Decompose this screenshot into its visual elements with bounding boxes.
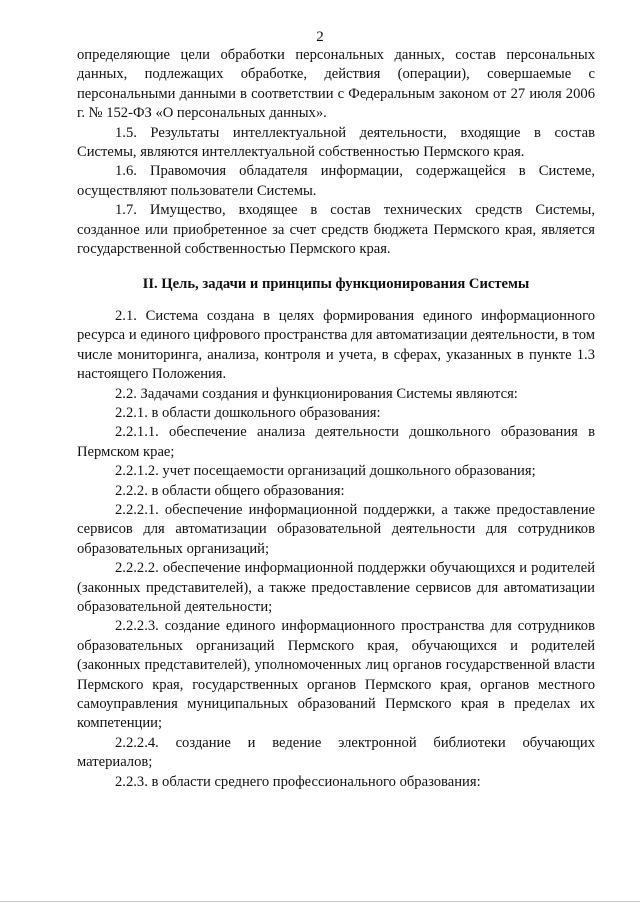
paragraph-1-6: 1.6. Правомочия обладателя информации, содержащейся в Системе, осуществляют пользователи Системы. [77,163,595,199]
paragraph-2-2-1-1: 2.2.1.1. обеспечение анализа деятельности дошкольного образования в Пермском крае; [77,424,595,460]
paragraph-2-2-2-1: 2.2.2.1. обеспечение информационной поддержки, а также предоставление сервисов для автоматизации образовательной деятельности для сотрудников образовательных организаций; [77,501,595,557]
paragraph-purpose-continuation: определяющие цели обработки персональных данных, состав персональных данных, подлежащих обработке, действия (операции), совершаемые с персональными данными в соответствии с Федеральным законом от 27 июля 2006 г. № 152-ФЗ «О персональных данных». [77,47,595,122]
page-bottom-edge [0,901,640,902]
section-heading-2: II. Цель, задачи и принципы функционирования Системы [142,276,530,293]
paragraph-1-5: 1.5. Результаты интеллектуальной деятельности, входящие в состав Системы, являются интеллектуальной собственностью Пермского края. [77,124,595,161]
document-body [77,46,595,792]
paragraph-2-1: 2.1. Система создана в целях формирования единого информационного ресурса и единого цифрового пространства для автоматизации деятельности, в том числе мониторинга, анализа, контроля и учета, в сферах, указанных в пункте 1.3 настоящего Положения. [77,307,595,383]
paragraph-2-2-2-3: 2.2.2.3. создание единого информационного пространства для сотрудников образовательных организаций Пермского края, обучающихся и родителей (законных представителей), уполномоченных лиц органов государственной власти Пермского края, государственных органов Пермского края, органов местного самоуправления муниципальных образований Пермского края в пределах их компетенции; [77,618,595,732]
paragraph-2-2-2-2: 2.2.2.2. обеспечение информационной поддержки обучающихся и родителей (законных представителей), а также предоставление сервисов для автоматизации образовательной деятельности; [77,560,595,615]
paragraph-2-2-1-2: 2.2.1.2. учет посещаемости организаций дошкольного образования; [115,463,536,480]
paragraph-2-2: 2.2. Задачами создания и функционирования Системы являются: [115,385,518,402]
paragraph-2-2-2: 2.2.2. в области общего образования: [115,482,345,499]
paragraph-2-2-3: 2.2.3. в области среднего профессионального образования: [115,773,481,790]
paragraph-2-2-2-4: 2.2.2.4. создание и ведение электронной библиотеки обучающих материалов; [77,734,595,771]
paragraph-1-7: 1.7. Имущество, входящее в состав технических средств Системы, созданное или приобретенное за счет средств бюджета Пермского края, является государственной собственностью Пермского края. [77,202,595,258]
paragraph-2-2-1: 2.2.1. в области дошкольного образования: [115,404,381,421]
page-number: 2 [316,29,324,45]
